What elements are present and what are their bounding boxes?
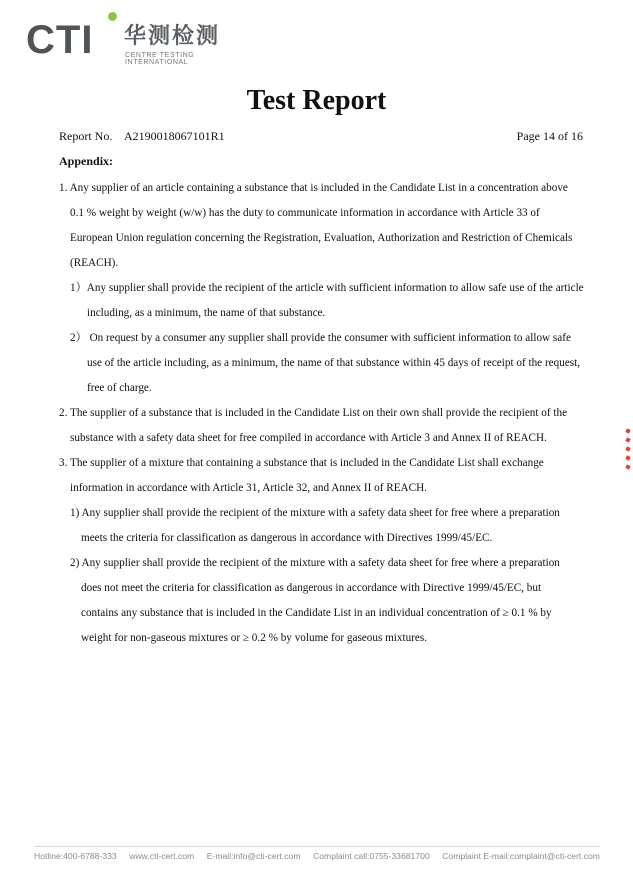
text-line: 2） On request by a consumer any supplier shall provide the consumer with sufficient information to allow safe (70, 332, 571, 344)
text-line: use of the article including, as a minimum, the name of that substance within 45 days of receipt of the request, (87, 357, 581, 369)
text-line: free of charge. (87, 382, 152, 394)
text-line: 1. Any supplier of an article containing a substance that is included in the Candidate List in a concentration above (59, 182, 568, 194)
appendix-heading: Appendix: (59, 154, 114, 168)
text-line: information in accordance with Article 31, Article 32, and Annex II of REACH. (70, 482, 427, 494)
report-no-label: Report No. (59, 129, 113, 143)
footer-complaint-email: Complaint E-mail:complaint@cti-cert.com (442, 851, 600, 861)
footer-complaint-call: Complaint call:0755-33681700 (313, 851, 430, 861)
footer-hotline: Hotline:400-6788-333 (34, 851, 117, 861)
appendix-item-1-sub-2 (59, 326, 589, 401)
text-line: (REACH). (70, 257, 119, 269)
appendix-item-3-sub-2 (59, 551, 589, 651)
footer-website: www.cti-cert.com (129, 851, 195, 861)
appendix-item-1 (59, 176, 589, 276)
text-line: 1）Any supplier shall provide the recipient of the article with sufficient information to allow safe use of the article (70, 282, 584, 294)
logo-english-text: CENTRE TESTING INTERNATIONAL (125, 52, 195, 66)
appendix-item-2 (59, 401, 589, 451)
text-line: 2. The supplier of a substance that is included in the Candidate List on their own shall provide the recipient of the (59, 407, 568, 419)
appendix-item-1-sub-1 (59, 276, 589, 326)
text-line: European Union regulation concerning the Registration, Evaluation, Authorization and Restriction of Chemicals (70, 232, 573, 244)
text-line: weight for non-gaseous mixtures or ≥ 0.2 % by volume for gaseous mixtures. (81, 632, 428, 644)
appendix-item-3-sub-1 (59, 501, 589, 551)
text-line: 3. The supplier of a mixture that containing a substance that is included in the Candidate List shall exchange (59, 457, 544, 469)
text-line: 2) Any supplier shall provide the recipient of the mixture with a safety data sheet for free where a preparation (70, 557, 560, 569)
logo-cti-text: CTI (26, 18, 94, 62)
footer-divider (34, 846, 600, 847)
text-line: including, as a minimum, the name of that substance. (87, 307, 326, 319)
report-title: Test Report (246, 85, 387, 116)
appendix-body (59, 176, 589, 651)
page-footer (34, 851, 600, 861)
logo-chinese-text: 华测检测 (124, 24, 221, 49)
report-no-value: A2190018067101R1 (124, 129, 225, 143)
text-line: 1) Any supplier shall provide the recipient of the mixture with a safety data sheet for free where a preparation (70, 507, 560, 519)
logo-green-dot (108, 12, 117, 21)
text-line: 0.1 % weight by weight (w/w) has the duty to communicate information in accordance with Article 33 of (70, 207, 540, 219)
text-line: meets the criteria for classification as dangerous in accordance with Directives 1999/45/EC. (81, 532, 493, 544)
appendix-item-3 (59, 451, 589, 501)
text-line: contains any substance that is included in the Candidate List in an individual concentration of ≥ 0.1 % by (81, 607, 552, 619)
text-line: substance with a safety data sheet for free compiled in accordance with Article 3 and Annex II of REACH. (70, 432, 547, 444)
text-line: does not meet the criteria for classification as dangerous in accordance with Directive 1999/45/EC, but (81, 582, 542, 594)
company-logo (26, 12, 236, 64)
footer-email: E-mail:info@cti-cert.com (206, 851, 301, 861)
edge-stamp-mark (624, 424, 632, 470)
page-number: Page 14 of 16 (516, 129, 583, 143)
